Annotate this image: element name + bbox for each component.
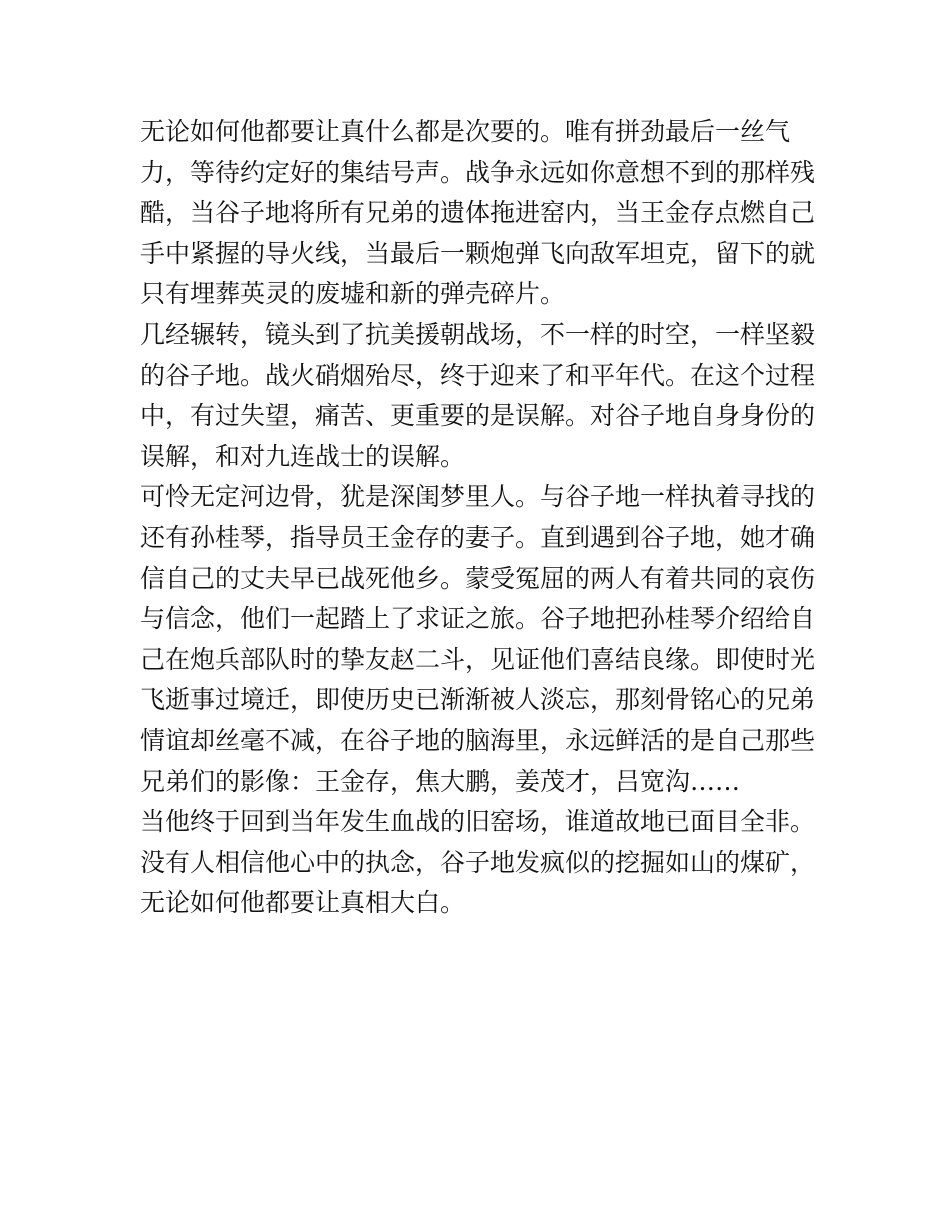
text-line: 的谷子地。战火硝烟殆尽，终于迎来了和平年代。在这个过程 [140, 360, 816, 390]
body-text [140, 112, 830, 924]
text-line: 中，有过失望，痛苦、更重要的是误解。对谷子地自身身份的 [140, 401, 816, 431]
text-line: 情谊却丝毫不减，在谷子地的脑海里，永远鲜活的是自己那些 [140, 725, 816, 755]
text-line: 信自己的丈夫早已战死他乡。蒙受冤屈的两人有着共同的哀伤 [140, 563, 816, 593]
text-line: 手中紧握的导火线，当最后一颗炮弹飞向敌军坦克，留下的就 [140, 238, 816, 268]
text-line: 与信念，他们一起踏上了求证之旅。谷子地把孙桂琴介绍给自 [140, 604, 816, 634]
text-line: 无论如何他都要让真什么都是次要的。唯有拼劲最后一丝气 [140, 117, 791, 146]
text-line: 还有孙桂琴，指导员王金存的妻子。直到遇到谷子地，她才确 [140, 522, 816, 552]
text-line: 误解，和对九连战士的误解。 [140, 441, 466, 471]
text-line: 可怜无定河边骨，犹是深闺梦里人。与谷子地一样执着寻找的 [140, 482, 816, 512]
text-line: 酷，当谷子地将所有兄弟的遗体拖进窑内，当王金存点燃自己 [140, 198, 816, 228]
text-line: 没有人相信他心中的执念，谷子地发疯似的挖掘如山的煤矿， [140, 847, 816, 877]
text-line: 力，等待约定好的集结号声。战争永远如你意想不到的那样残 [140, 157, 816, 187]
text-line: 兄弟们的影像：王金存，焦大鹏，姜茂才，吕宽沟…… [140, 766, 741, 796]
text-line: 飞逝事过境迁，即使历史已渐渐被人淡忘，那刻骨铭心的兄弟 [140, 685, 816, 715]
text-line: 当他终于回到当年发生血战的旧窑场，谁道故地已面目全非。 [140, 807, 816, 837]
text-line: 只有埋葬英灵的废墟和新的弹壳碎片。 [140, 279, 566, 309]
text-line: 几经辗转，镜头到了抗美援朝战场，不一样的时空，一样坚毅 [140, 319, 816, 349]
text-line: 己在炮兵部队时的挚友赵二斗，见证他们喜结良缘。即使时光 [140, 644, 816, 674]
text-line: 无论如何他都要让真相大白。 [140, 888, 466, 918]
